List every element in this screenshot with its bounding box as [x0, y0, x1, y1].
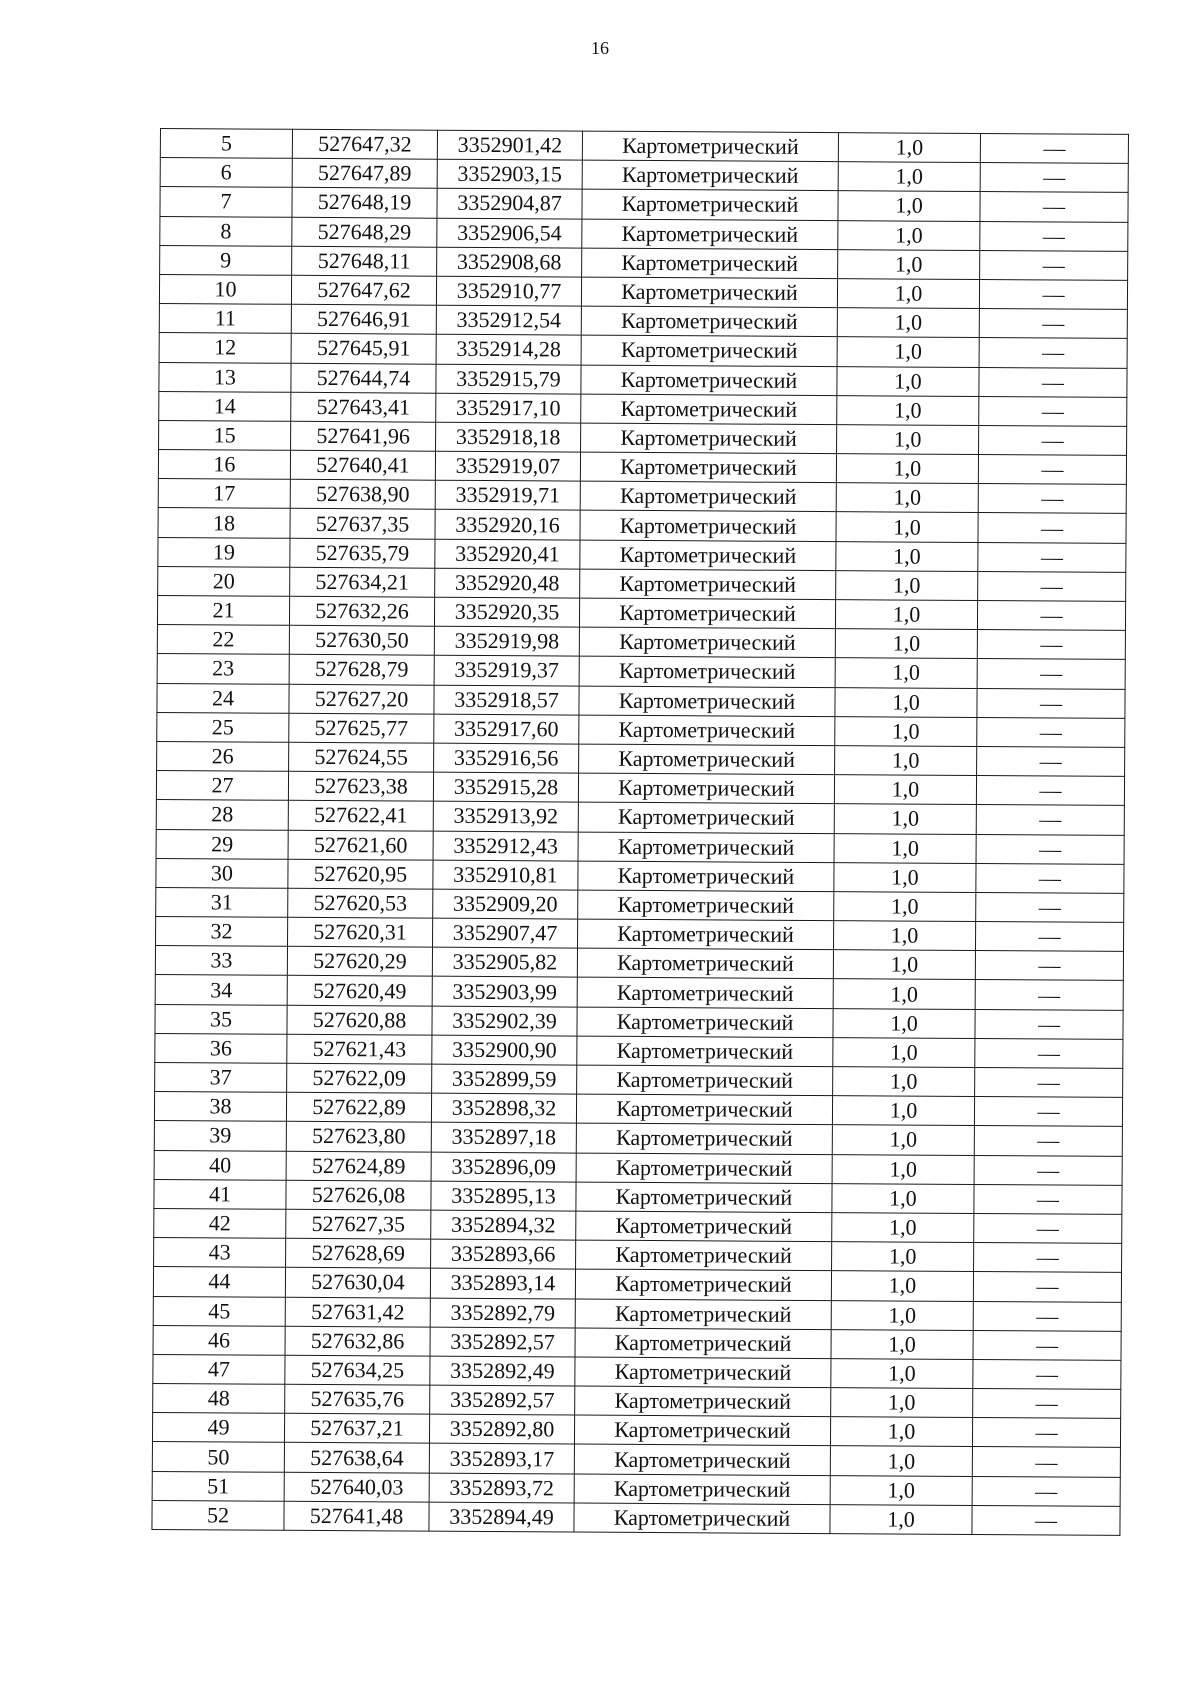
point-number-cell: 37 — [155, 1062, 287, 1092]
accuracy-cell: 1,0 — [831, 1388, 973, 1418]
x-coordinate-cell: 527640,41 — [290, 450, 435, 480]
point-number-cell: 36 — [155, 1033, 287, 1063]
description-cell: — — [978, 542, 1126, 572]
description-cell: — — [979, 279, 1127, 309]
coordinates-table-body — [152, 129, 1129, 1536]
description-cell: — — [977, 717, 1125, 747]
y-coordinate-cell: 3352892,57 — [430, 1327, 575, 1357]
y-coordinate-cell: 3352905,82 — [432, 947, 577, 977]
y-coordinate-cell: 3352902,39 — [432, 1006, 577, 1036]
accuracy-cell: 1,0 — [830, 1417, 972, 1447]
accuracy-cell: 1,0 — [835, 687, 977, 717]
x-coordinate-cell: 527622,09 — [287, 1063, 432, 1093]
point-number-cell: 44 — [153, 1267, 285, 1297]
x-coordinate-cell: 527632,26 — [289, 596, 434, 626]
accuracy-cell: 1,0 — [836, 512, 978, 542]
x-coordinate-cell: 527646,91 — [291, 304, 436, 334]
accuracy-cell: 1,0 — [833, 979, 975, 1009]
accuracy-cell: 1,0 — [833, 950, 975, 980]
x-coordinate-cell: 527647,89 — [292, 158, 437, 188]
y-coordinate-cell: 3352901,42 — [437, 130, 582, 160]
description-cell: — — [979, 338, 1127, 368]
description-cell: — — [977, 601, 1125, 631]
description-cell: — — [976, 863, 1124, 893]
accuracy-cell: 1,0 — [837, 425, 979, 455]
point-number-cell: 7 — [160, 187, 292, 217]
y-coordinate-cell: 3352912,54 — [436, 305, 581, 335]
accuracy-cell: 1,0 — [832, 1154, 974, 1184]
point-number-cell: 26 — [157, 741, 289, 771]
description-cell: — — [978, 571, 1126, 601]
y-coordinate-cell: 3352910,81 — [433, 860, 578, 890]
method-cell: Картометрический — [579, 686, 835, 717]
point-number-cell: 41 — [154, 1179, 286, 1209]
method-cell: Картометрический — [581, 277, 837, 308]
method-cell: Картометрический — [580, 569, 836, 600]
x-coordinate-cell: 527648,19 — [292, 188, 437, 218]
y-coordinate-cell: 3352898,32 — [431, 1093, 576, 1123]
accuracy-cell: 1,0 — [835, 716, 977, 746]
point-number-cell: 23 — [157, 654, 289, 684]
accuracy-cell: 1,0 — [833, 1037, 975, 1067]
x-coordinate-cell: 527627,20 — [289, 684, 434, 714]
point-number-cell: 48 — [153, 1384, 285, 1414]
x-coordinate-cell: 527630,04 — [285, 1268, 430, 1298]
accuracy-cell: 1,0 — [837, 395, 979, 425]
description-cell: — — [974, 1126, 1122, 1156]
y-coordinate-cell: 3352915,79 — [436, 364, 581, 394]
point-number-cell: 14 — [159, 391, 291, 421]
method-cell: Картометрический — [577, 1036, 833, 1067]
point-number-cell: 46 — [153, 1325, 285, 1355]
x-coordinate-cell: 527645,91 — [291, 334, 436, 364]
accuracy-cell: 1,0 — [837, 308, 979, 338]
y-coordinate-cell: 3352909,20 — [433, 889, 578, 919]
method-cell: Картометрический — [576, 1123, 832, 1154]
x-coordinate-cell: 527628,69 — [286, 1238, 431, 1268]
method-cell: Картометрический — [581, 394, 837, 425]
method-cell: Картометрический — [578, 802, 834, 833]
point-number-cell: 27 — [156, 771, 288, 801]
method-cell: Картометрический — [582, 131, 838, 162]
accuracy-cell: 1,0 — [834, 862, 976, 892]
point-number-cell: 10 — [159, 274, 291, 304]
x-coordinate-cell: 527640,03 — [284, 1472, 429, 1502]
y-coordinate-cell: 3352914,28 — [436, 335, 581, 365]
y-coordinate-cell: 3352903,15 — [437, 159, 582, 189]
accuracy-cell: 1,0 — [835, 658, 977, 688]
accuracy-cell: 1,0 — [837, 337, 979, 367]
accuracy-cell: 1,0 — [836, 541, 978, 571]
method-cell: Картометрический — [578, 832, 834, 863]
description-cell: — — [976, 892, 1124, 922]
method-cell: Картометрический — [581, 306, 837, 337]
accuracy-cell: 1,0 — [832, 1125, 974, 1155]
y-coordinate-cell: 3352910,77 — [436, 276, 581, 306]
point-number-cell: 33 — [155, 946, 287, 976]
y-coordinate-cell: 3352919,07 — [435, 451, 580, 481]
point-number-cell: 18 — [158, 508, 290, 538]
x-coordinate-cell: 527624,55 — [289, 742, 434, 772]
point-number-cell: 25 — [157, 712, 289, 742]
y-coordinate-cell: 3352916,56 — [434, 743, 579, 773]
point-number-cell: 13 — [159, 362, 291, 392]
method-cell: Картометрический — [578, 861, 834, 892]
method-cell: Картометрический — [581, 365, 837, 396]
description-cell: — — [973, 1330, 1121, 1360]
method-cell: Картометрический — [580, 540, 836, 571]
method-cell: Картометрический — [576, 1211, 832, 1242]
x-coordinate-cell: 527620,53 — [288, 888, 433, 918]
x-coordinate-cell: 527622,41 — [288, 801, 433, 831]
description-cell: — — [974, 1213, 1122, 1243]
description-cell: — — [978, 484, 1126, 514]
accuracy-cell: 1,0 — [834, 833, 976, 863]
method-cell: Картометрический — [577, 1007, 833, 1038]
y-coordinate-cell: 3352900,90 — [432, 1035, 577, 1065]
accuracy-cell: 1,0 — [834, 775, 976, 805]
method-cell: Картометрический — [579, 656, 835, 687]
accuracy-cell: 1,0 — [830, 1504, 972, 1534]
point-number-cell: 5 — [160, 129, 292, 159]
y-coordinate-cell: 3352908,68 — [437, 247, 582, 277]
description-cell: — — [978, 513, 1126, 543]
description-cell: — — [974, 1184, 1122, 1214]
x-coordinate-cell: 527641,96 — [291, 421, 436, 451]
y-coordinate-cell: 3352917,10 — [436, 393, 581, 423]
x-coordinate-cell: 527648,29 — [292, 217, 437, 247]
accuracy-cell: 1,0 — [831, 1271, 973, 1301]
method-cell: Картометрический — [580, 452, 836, 483]
accuracy-cell: 1,0 — [837, 279, 979, 309]
description-cell: — — [979, 367, 1127, 397]
x-coordinate-cell: 527647,32 — [292, 129, 437, 159]
accuracy-cell: 1,0 — [831, 1358, 973, 1388]
method-cell: Картометрический — [576, 1240, 832, 1271]
description-cell: — — [972, 1447, 1120, 1477]
y-coordinate-cell: 3352893,17 — [429, 1444, 574, 1474]
method-cell: Картометрический — [575, 1269, 831, 1300]
method-cell: Картометрический — [581, 423, 837, 454]
description-cell: — — [977, 746, 1125, 776]
y-coordinate-cell: 3352919,98 — [434, 626, 579, 656]
description-cell: — — [977, 659, 1125, 689]
point-number-cell: 32 — [156, 917, 288, 947]
accuracy-cell: 1,0 — [838, 249, 980, 279]
x-coordinate-cell: 527637,21 — [284, 1414, 429, 1444]
x-coordinate-cell: 527632,86 — [285, 1326, 430, 1356]
accuracy-cell: 1,0 — [838, 220, 980, 250]
y-coordinate-cell: 3352894,32 — [431, 1210, 576, 1240]
method-cell: Картометрический — [575, 1357, 831, 1388]
method-cell: Картометрический — [578, 773, 834, 804]
accuracy-cell: 1,0 — [838, 133, 980, 163]
description-cell: — — [980, 221, 1128, 251]
x-coordinate-cell: 527620,88 — [287, 1005, 432, 1035]
method-cell: Картометрический — [574, 1474, 830, 1505]
point-number-cell: 34 — [155, 975, 287, 1005]
method-cell: Картометрический — [582, 219, 838, 250]
x-coordinate-cell: 527626,08 — [286, 1180, 431, 1210]
x-coordinate-cell: 527621,43 — [287, 1034, 432, 1064]
point-number-cell: 6 — [160, 158, 292, 188]
point-number-cell: 45 — [153, 1296, 285, 1326]
method-cell: Картометрический — [576, 1182, 832, 1213]
description-cell: — — [973, 1389, 1121, 1419]
method-cell: Картометрический — [579, 744, 835, 775]
description-cell: — — [975, 1067, 1123, 1097]
description-cell: — — [977, 630, 1125, 660]
method-cell: Картометрический — [577, 919, 833, 950]
point-number-cell: 20 — [158, 566, 290, 596]
accuracy-cell: 1,0 — [836, 570, 978, 600]
y-coordinate-cell: 3352907,47 — [432, 918, 577, 948]
y-coordinate-cell: 3352920,16 — [435, 510, 580, 540]
description-cell: — — [980, 192, 1128, 222]
accuracy-cell: 1,0 — [830, 1475, 972, 1505]
x-coordinate-cell: 527620,49 — [287, 976, 432, 1006]
accuracy-cell: 1,0 — [834, 892, 976, 922]
y-coordinate-cell: 3352904,87 — [437, 189, 582, 219]
point-number-cell: 19 — [158, 537, 290, 567]
y-coordinate-cell: 3352903,99 — [432, 977, 577, 1007]
point-number-cell: 16 — [158, 450, 290, 480]
description-cell: — — [975, 1009, 1123, 1039]
point-number-cell: 47 — [153, 1354, 285, 1384]
x-coordinate-cell: 527622,89 — [286, 1092, 431, 1122]
description-cell: — — [980, 134, 1128, 164]
description-cell: — — [972, 1505, 1120, 1535]
description-cell: — — [975, 1038, 1123, 1068]
y-coordinate-cell: 3352892,80 — [429, 1414, 574, 1444]
y-coordinate-cell: 3352913,92 — [433, 801, 578, 831]
x-coordinate-cell: 527635,76 — [285, 1384, 430, 1414]
x-coordinate-cell: 527631,42 — [285, 1297, 430, 1327]
point-number-cell: 11 — [159, 304, 291, 334]
point-number-cell: 43 — [154, 1238, 286, 1268]
x-coordinate-cell: 527635,79 — [290, 538, 435, 568]
point-number-cell: 21 — [157, 595, 289, 625]
description-cell: — — [972, 1418, 1120, 1448]
accuracy-cell: 1,0 — [832, 1183, 974, 1213]
point-number-cell: 42 — [154, 1208, 286, 1238]
x-coordinate-cell: 527638,64 — [284, 1443, 429, 1473]
y-coordinate-cell: 3352920,35 — [434, 597, 579, 627]
y-coordinate-cell: 3352919,37 — [434, 656, 579, 686]
x-coordinate-cell: 527638,90 — [290, 480, 435, 510]
accuracy-cell: 1,0 — [835, 629, 977, 659]
accuracy-cell: 1,0 — [836, 454, 978, 484]
y-coordinate-cell: 3352896,09 — [431, 1152, 576, 1182]
x-coordinate-cell: 527620,29 — [287, 947, 432, 977]
y-coordinate-cell: 3352894,49 — [429, 1502, 574, 1532]
method-cell: Картометрический — [574, 1444, 830, 1475]
description-cell: — — [976, 834, 1124, 864]
method-cell: Картометрический — [582, 189, 838, 220]
description-cell: — — [975, 951, 1123, 981]
accuracy-cell: 1,0 — [836, 483, 978, 513]
x-coordinate-cell: 527628,79 — [289, 655, 434, 685]
method-cell: Картометрический — [575, 1299, 831, 1330]
method-cell: Картометрический — [580, 511, 836, 542]
x-coordinate-cell: 527630,50 — [289, 625, 434, 655]
y-coordinate-cell: 3352893,14 — [430, 1268, 575, 1298]
y-coordinate-cell: 3352893,66 — [431, 1239, 576, 1269]
x-coordinate-cell: 527624,89 — [286, 1151, 431, 1181]
x-coordinate-cell: 527643,41 — [291, 392, 436, 422]
method-cell: Картометрический — [574, 1415, 830, 1446]
method-cell: Картометрический — [582, 248, 838, 279]
method-cell: Картометрический — [575, 1328, 831, 1359]
y-coordinate-cell: 3352899,59 — [432, 1064, 577, 1094]
x-coordinate-cell: 527644,74 — [291, 363, 436, 393]
y-coordinate-cell: 3352906,54 — [437, 218, 582, 248]
point-number-cell: 35 — [155, 1004, 287, 1034]
description-cell: — — [979, 425, 1127, 455]
description-cell: — — [979, 396, 1127, 426]
description-cell: — — [976, 805, 1124, 835]
description-cell: — — [974, 1097, 1122, 1127]
accuracy-cell: 1,0 — [832, 1096, 974, 1126]
description-cell: — — [975, 922, 1123, 952]
point-number-cell: 38 — [154, 1092, 286, 1122]
point-number-cell: 22 — [157, 625, 289, 655]
accuracy-cell: 1,0 — [833, 1067, 975, 1097]
y-coordinate-cell: 3352892,57 — [430, 1385, 575, 1415]
accuracy-cell: 1,0 — [833, 1008, 975, 1038]
description-cell: — — [973, 1301, 1121, 1331]
point-number-cell: 28 — [156, 800, 288, 830]
point-number-cell: 49 — [152, 1413, 284, 1443]
x-coordinate-cell: 527620,95 — [288, 859, 433, 889]
description-cell: — — [974, 1243, 1122, 1273]
y-coordinate-cell: 3352915,28 — [433, 772, 578, 802]
coordinates-table — [151, 128, 1129, 1536]
y-coordinate-cell: 3352918,18 — [436, 422, 581, 452]
description-cell: — — [974, 1155, 1122, 1185]
point-number-cell: 8 — [160, 216, 292, 246]
x-coordinate-cell: 527621,60 — [288, 830, 433, 860]
x-coordinate-cell: 527625,77 — [289, 713, 434, 743]
y-coordinate-cell: 3352912,43 — [433, 831, 578, 861]
accuracy-cell: 1,0 — [832, 1242, 974, 1272]
x-coordinate-cell: 527648,11 — [292, 246, 437, 276]
y-coordinate-cell: 3352895,13 — [431, 1181, 576, 1211]
point-number-cell: 51 — [152, 1471, 284, 1501]
x-coordinate-cell: 527623,80 — [286, 1122, 431, 1152]
y-coordinate-cell: 3352919,71 — [435, 480, 580, 510]
method-cell: Картометрический — [578, 890, 834, 921]
method-cell: Картометрический — [581, 335, 837, 366]
description-cell: — — [975, 980, 1123, 1010]
x-coordinate-cell: 527620,31 — [288, 917, 433, 947]
y-coordinate-cell: 3352920,48 — [435, 568, 580, 598]
point-number-cell: 9 — [160, 245, 292, 275]
method-cell: Картометрический — [577, 948, 833, 979]
accuracy-cell: 1,0 — [838, 191, 980, 221]
point-number-cell: 31 — [156, 887, 288, 917]
description-cell: — — [972, 1476, 1120, 1506]
description-cell: — — [973, 1272, 1121, 1302]
y-coordinate-cell: 3352892,79 — [430, 1298, 575, 1328]
x-coordinate-cell: 527637,35 — [290, 509, 435, 539]
x-coordinate-cell: 527647,62 — [291, 275, 436, 305]
point-number-cell: 30 — [156, 858, 288, 888]
description-cell: — — [973, 1359, 1121, 1389]
x-coordinate-cell: 527641,48 — [284, 1501, 429, 1531]
point-number-cell: 29 — [156, 829, 288, 859]
point-number-cell: 12 — [159, 333, 291, 363]
description-cell: — — [980, 163, 1128, 193]
accuracy-cell: 1,0 — [832, 1213, 974, 1243]
x-coordinate-cell: 527627,35 — [286, 1209, 431, 1239]
accuracy-cell: 1,0 — [830, 1446, 972, 1476]
y-coordinate-cell: 3352920,41 — [435, 539, 580, 569]
point-number-cell: 24 — [157, 683, 289, 713]
accuracy-cell: 1,0 — [831, 1329, 973, 1359]
accuracy-cell: 1,0 — [835, 600, 977, 630]
point-number-cell: 40 — [154, 1150, 286, 1180]
y-coordinate-cell: 3352897,18 — [431, 1123, 576, 1153]
description-cell: — — [976, 776, 1124, 806]
accuracy-cell: 1,0 — [831, 1300, 973, 1330]
point-number-cell: 15 — [159, 420, 291, 450]
method-cell: Картометрический — [574, 1503, 830, 1534]
page-number: 16 — [591, 38, 609, 58]
point-number-cell: 52 — [152, 1500, 284, 1530]
accuracy-cell: 1,0 — [833, 921, 975, 951]
accuracy-cell: 1,0 — [834, 804, 976, 834]
y-coordinate-cell: 3352892,49 — [430, 1356, 575, 1386]
table-row — [152, 1500, 1120, 1535]
method-cell: Картометрический — [577, 978, 833, 1009]
method-cell: Картометрический — [579, 627, 835, 658]
description-cell: — — [980, 250, 1128, 280]
x-coordinate-cell: 527623,38 — [288, 771, 433, 801]
method-cell: Картометрический — [579, 715, 835, 746]
y-coordinate-cell: 3352918,57 — [434, 685, 579, 715]
x-coordinate-cell: 527634,21 — [290, 567, 435, 597]
method-cell: Картометрический — [575, 1386, 831, 1417]
method-cell: Картометрический — [580, 481, 836, 512]
method-cell: Картометрический — [582, 160, 838, 191]
method-cell: Картометрический — [579, 598, 835, 629]
accuracy-cell: 1,0 — [837, 366, 979, 396]
method-cell: Картометрический — [576, 1153, 832, 1184]
accuracy-cell: 1,0 — [838, 162, 980, 192]
description-cell: — — [977, 688, 1125, 718]
x-coordinate-cell: 527634,25 — [285, 1355, 430, 1385]
description-cell: — — [979, 309, 1127, 339]
description-cell: — — [978, 455, 1126, 485]
y-coordinate-cell: 3352917,60 — [434, 714, 579, 744]
method-cell: Картометрический — [576, 1094, 832, 1125]
point-number-cell: 39 — [154, 1121, 286, 1151]
y-coordinate-cell: 3352893,72 — [429, 1473, 574, 1503]
point-number-cell: 17 — [158, 479, 290, 509]
method-cell: Картометрический — [577, 1065, 833, 1096]
accuracy-cell: 1,0 — [835, 746, 977, 776]
point-number-cell: 50 — [152, 1442, 284, 1472]
